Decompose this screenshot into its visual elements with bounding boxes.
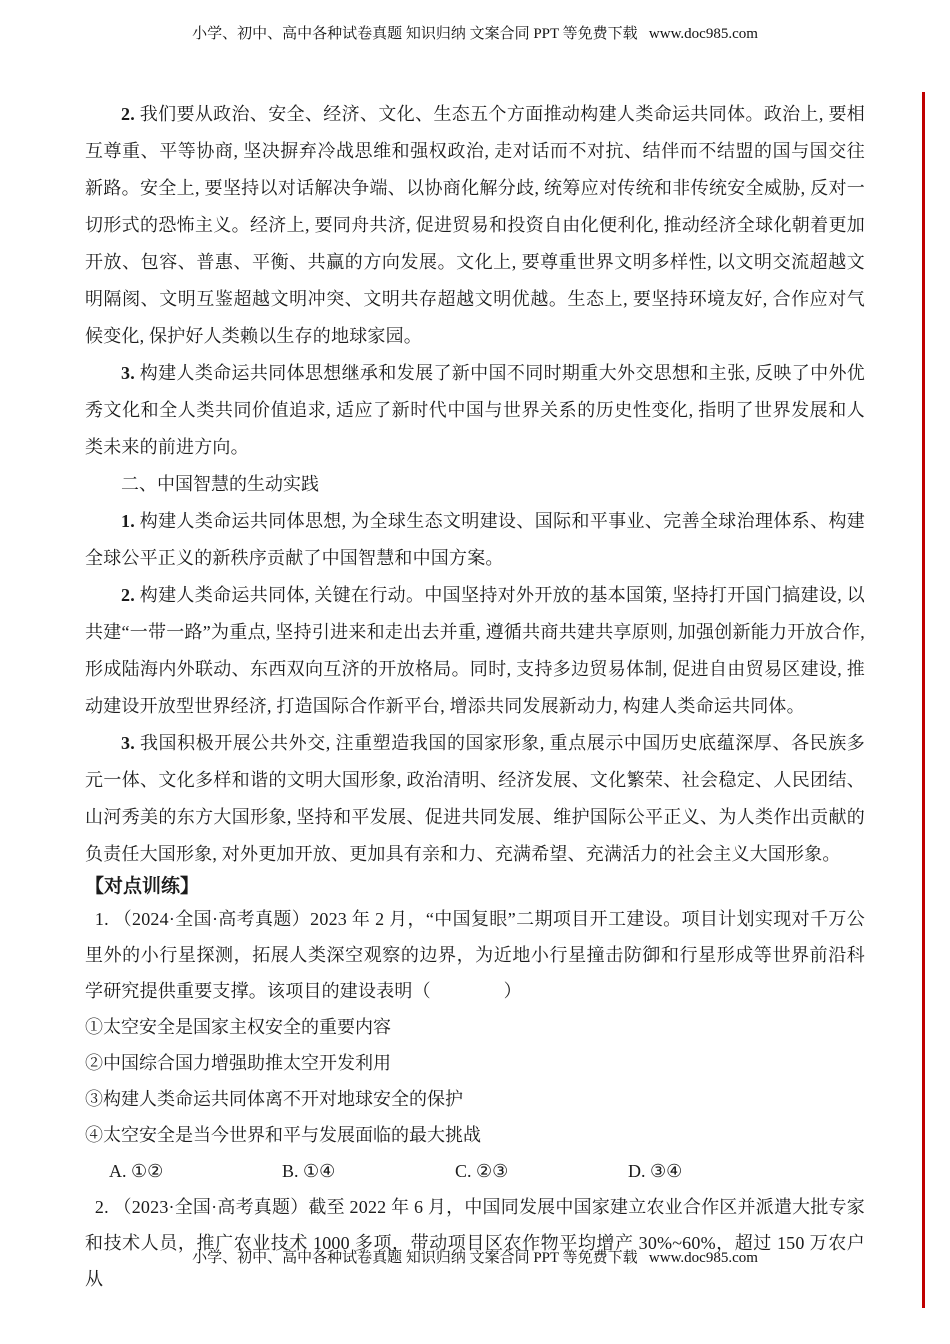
knowledge-paragraph xyxy=(85,577,865,725)
question-1-choice-3: ③构建人类命运共同体离不开对地球安全的保护 xyxy=(85,1089,463,1109)
option-a: A. ①② xyxy=(109,1161,164,1181)
knowledge-paragraph xyxy=(85,503,865,577)
question-1-answer-options xyxy=(85,1153,865,1189)
paragraph-text: 我们要从政治、安全、经济、文化、生态五个方面推动构建人类命运共同体。政治上, 要相互尊重、平等协商, 坚决摒弃冷战思维和强权政治, 走对话而不对抗、结伴而不结盟的国与国交往新路。安全上, 要坚持以对话解决争端、以协商化解分歧, 统筹应对传统和非传统安全威胁, 反对一切形式的恐怖主义。经济上, 要同舟共济, 促进贸易和投资自由化便利化, 推动经济全球化朝着更加开放、包容、普惠、平衡、共赢的方向发展。文化上, 要尊重世界文明多样性, 以文明交流超越文明隔阂、文明互鉴超越文明冲突、文明共存超越文明优越。生态上, 要坚持环境友好, 合作应对气候变化, 保护好人类赖以生存的地球家园。 xyxy=(85,104,865,346)
paragraph-number: 3. xyxy=(121,733,135,753)
document-content xyxy=(85,96,865,1297)
option-c: C. ②③ xyxy=(455,1161,509,1181)
question-2-stem: 2. （2023·全国·高考真题）截至 2022 年 6 月，中国同发展中国家建立农业合作区并派遣大批专家和技术人员，推广农业技术 1000 多项，带动项目区农作物平均增产 30%~60%，超过 150 万农户从 xyxy=(85,1197,865,1289)
knowledge-paragraph xyxy=(85,725,865,873)
paragraph-number: 2. xyxy=(121,104,135,124)
paragraph-number: 2. xyxy=(121,585,135,605)
question-1-choice-4: ④太空安全是当今世界和平与发展面临的最大挑战 xyxy=(85,1125,481,1145)
page-header: 小学、初中、高中各种试卷真题 知识归纳 文案合同 PPT 等免费下载 www.doc985.com xyxy=(192,26,758,42)
paragraph-text: 我国积极开展公共外交, 注重塑造我国的国家形象, 重点展示中国历史底蕴深厚、各民族多元一体、文化多样和谐的文明大国形象, 政治清明、经济发展、文化繁荣、社会稳定、人民团结、山河秀美的东方大国形象, 坚持和平发展、促进共同发展、维护国际公平正义、为人类作出贡献的负责任大国形象, 对外更加开放、更加具有亲和力、充满希望、充满活力的社会主义大国形象。 xyxy=(85,733,865,864)
paragraph-number: 1. xyxy=(121,511,135,531)
paragraph-number: 3. xyxy=(121,363,135,383)
paragraph-text: 构建人类命运共同体思想, 为全球生态文明建设、国际和平事业、完善全球治理体系、构建全球公平正义的新秩序贡献了中国智慧和中国方案。 xyxy=(85,511,865,568)
section-subheading: 二、中国智慧的生动实践 xyxy=(121,474,319,494)
paragraph-text: 构建人类命运共同体思想继承和发展了新中国不同时期重大外交思想和主张, 反映了中外优秀文化和全人类共同价值追求, 适应了新时代中国与世界关系的历史性变化, 指明了世界发展和人类未来的前进方向。 xyxy=(85,363,865,457)
option-b: B. ①④ xyxy=(282,1161,336,1181)
page-footer: 小学、初中、高中各种试卷真题 知识归纳 文案合同 PPT 等免费下载 www.doc985.com xyxy=(192,1250,758,1266)
option-d: D. ③④ xyxy=(628,1161,683,1181)
knowledge-paragraph xyxy=(85,96,865,355)
knowledge-paragraph xyxy=(85,355,865,466)
question-1-choice-1: ①太空安全是国家主权安全的重要内容 xyxy=(85,1017,391,1037)
training-section-heading: 【对点训练】 xyxy=(85,876,200,897)
paragraph-text: 构建人类命运共同体, 关键在行动。中国坚持对外开放的基本国策, 坚持打开国门搞建设, 以共建“一带一路”为重点, 坚持引进来和走出去并重, 遵循共商共建共享原则, 加强创新能力开放合作, 形成陆海内外联动、东西双向互济的开放格局。同时, 支持多边贸易体制, 促进自由贸易区建设, 推动建设开放型世界经济, 打造国际合作新平台, 增添共同发展新动力, 构建人类命运共同体。 xyxy=(85,585,866,716)
right-margin-rule xyxy=(922,92,925,1308)
question-1-stem: 1. （2024·全国·高考真题）2023 年 2 月，“中国复眼”二期项目开工建设。项目计划实现对千万公里外的小行星探测，拓展人类深空观察的边界，为近地小行星撞击防御和行星形成等世界前沿科学研究提供重要支撑。该项目的建设表明（ ） xyxy=(85,909,865,1001)
question-1-choice-2: ②中国综合国力增强助推太空开发利用 xyxy=(85,1053,391,1073)
